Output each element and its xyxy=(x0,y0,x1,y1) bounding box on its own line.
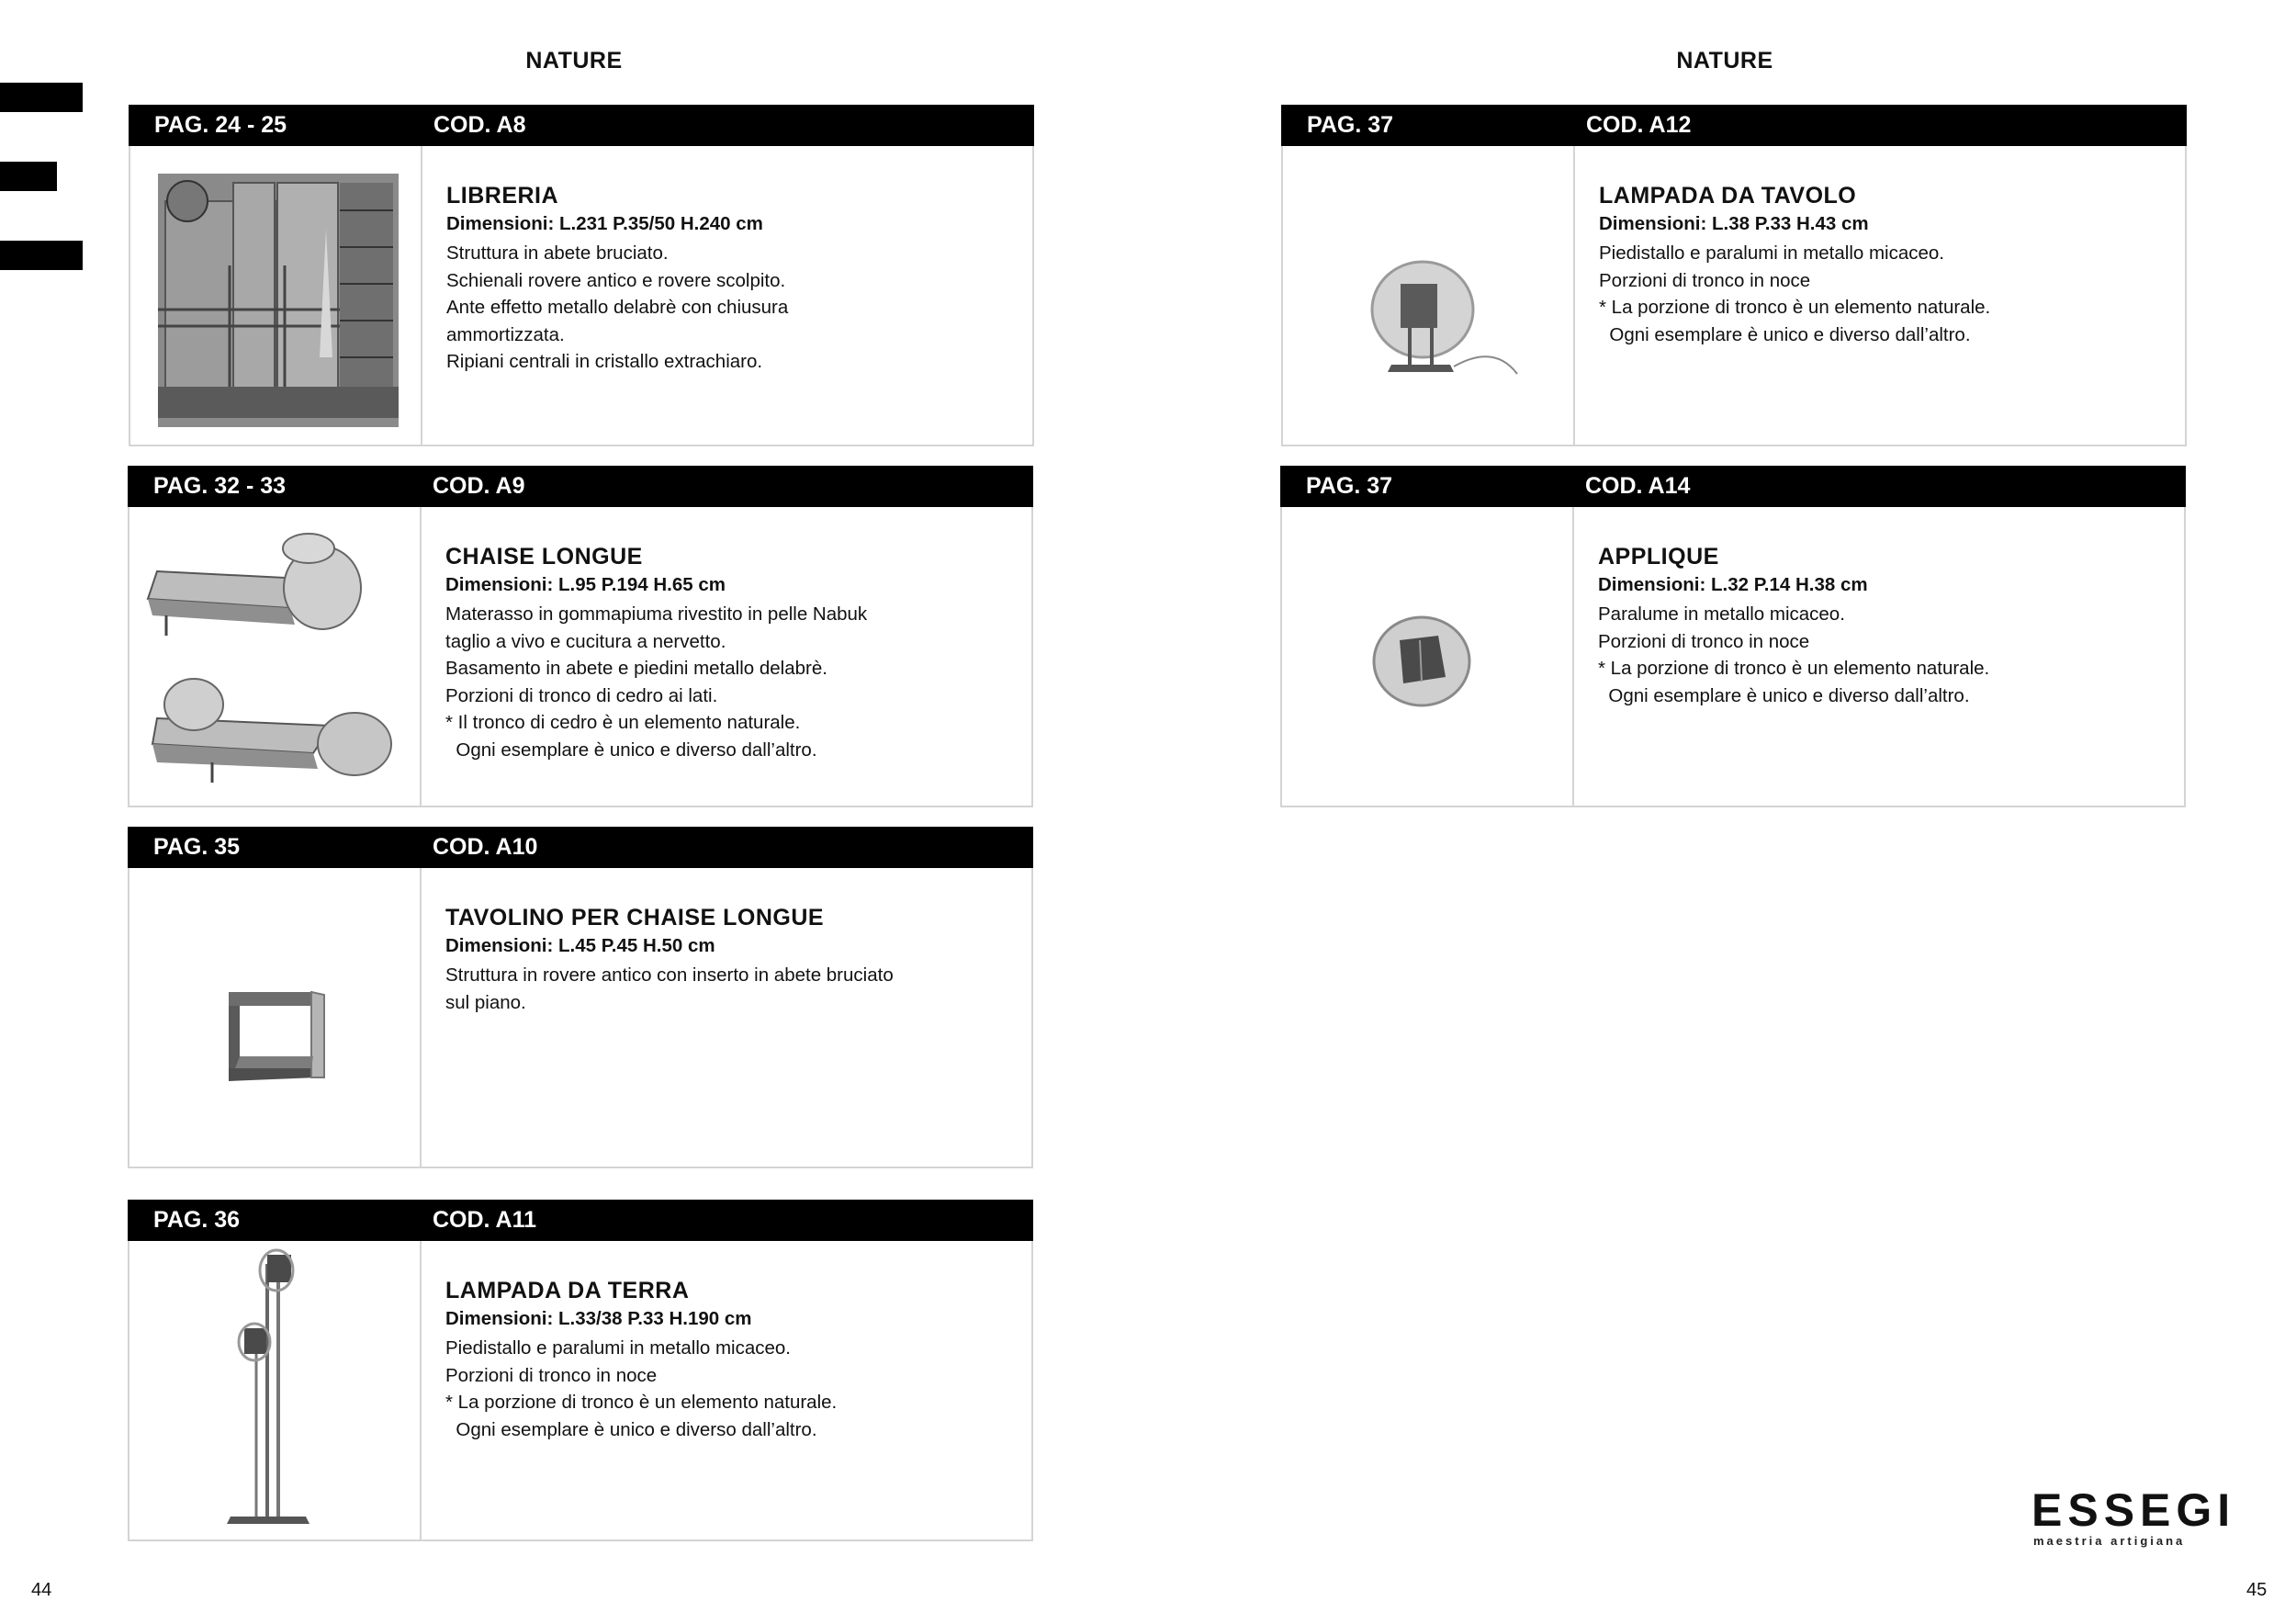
description-line: Ogni esemplare è unico e diverso dall’altro. xyxy=(445,1418,817,1440)
description-line: Porzioni di tronco in noce xyxy=(1599,269,1811,291)
product-dimensions: Dimensioni: L.33/38 P.33 H.190 cm xyxy=(445,1308,752,1329)
card-header xyxy=(128,466,1033,507)
description-line: Piedistallo e paralumi in metallo micaceo. xyxy=(445,1337,792,1359)
description-line: Ogni esemplare è unico e diverso dall’altro. xyxy=(445,739,817,761)
card-text xyxy=(446,183,1016,376)
product-card-a12 xyxy=(1281,105,2187,446)
product-name: CHAISE LONGUE xyxy=(445,544,643,570)
product-dimensions: Dimensioni: L.95 P.194 H.65 cm xyxy=(445,574,726,595)
card-header xyxy=(1281,105,2187,146)
card-text xyxy=(1599,183,2168,348)
description-line: Basamento in abete e piedini metallo delabrè. xyxy=(445,658,827,679)
description-line: ammortizzata. xyxy=(446,323,565,345)
card-text xyxy=(1598,544,2167,709)
card-body xyxy=(129,146,1034,446)
description-line: Piedistallo e paralumi in metallo micaceo. xyxy=(1599,242,1945,264)
page-reference: PAG. 32 - 33 xyxy=(153,473,287,499)
card-header xyxy=(129,105,1034,146)
description-line: Porzioni di tronco di cedro ai lati. xyxy=(445,684,718,706)
product-card-a14 xyxy=(1280,466,2186,807)
left-page-number: 44 xyxy=(31,1580,52,1600)
index-tab xyxy=(0,241,83,270)
description-line: * La porzione di tronco è un elemento naturale. xyxy=(445,1392,838,1413)
card-body xyxy=(128,507,1033,807)
product-code: COD. A10 xyxy=(433,834,538,860)
product-dimensions: Dimensioni: L.45 P.45 H.50 cm xyxy=(445,935,715,956)
product-code: COD. A8 xyxy=(433,112,526,138)
description-line: Ogni esemplare è unico e diverso dall’altro. xyxy=(1598,684,1970,706)
left-section-title: NATURE xyxy=(525,48,623,73)
product-dimensions: Dimensioni: L.38 P.33 H.43 cm xyxy=(1599,213,1869,234)
description-line: Ante effetto metallo delabrè con chiusura xyxy=(446,297,789,318)
right-page-number: 45 xyxy=(2246,1580,2268,1600)
description-line: * La porzione di tronco è un elemento naturale. xyxy=(1598,658,1990,679)
card-header xyxy=(1280,466,2186,507)
card-text xyxy=(445,544,1015,763)
product-image-chaise-longue xyxy=(129,507,422,806)
essegi-logo xyxy=(2032,1484,2236,1548)
product-card-a8 xyxy=(129,105,1034,446)
description-line: sul piano. xyxy=(445,991,526,1013)
description-line: Materasso in gommapiuma rivestito in pelle Nabuk xyxy=(445,603,868,625)
page-reference: PAG. 35 xyxy=(153,834,241,860)
product-image-table-lamp xyxy=(1283,146,1575,445)
description-line: Porzioni di tronco in noce xyxy=(1598,630,1810,652)
product-image-floor-lamp xyxy=(129,1241,422,1539)
index-tab xyxy=(0,83,83,112)
product-dimensions: Dimensioni: L.32 P.14 H.38 cm xyxy=(1598,574,1868,595)
card-body xyxy=(1281,146,2187,446)
card-body xyxy=(128,1241,1033,1541)
description-line: Paralume in metallo micaceo. xyxy=(1598,603,1845,625)
product-card-a11 xyxy=(128,1200,1033,1541)
product-card-a9 xyxy=(128,466,1033,807)
right-section-title: NATURE xyxy=(1676,48,1773,73)
card-body xyxy=(128,868,1033,1168)
card-header xyxy=(128,827,1033,868)
description-line: Struttura in abete bruciato. xyxy=(446,242,669,264)
page-reference: PAG. 36 xyxy=(153,1207,241,1233)
product-name: LAMPADA DA TERRA xyxy=(445,1278,690,1303)
description-line: * La porzione di tronco è un elemento naturale. xyxy=(1599,297,1991,318)
product-image-wall-lamp xyxy=(1282,507,1574,806)
description-line: Porzioni di tronco in noce xyxy=(445,1364,658,1386)
description-line: Struttura in rovere antico con inserto in abete bruciato xyxy=(445,964,894,986)
description-line: Ogni esemplare è unico e diverso dall’altro. xyxy=(1599,323,1971,345)
product-code: COD. A12 xyxy=(1586,112,1692,138)
product-image-side-table xyxy=(129,868,422,1167)
description-line: Schienali rovere antico e rovere scolpito. xyxy=(446,269,786,291)
description-line: taglio a vivo e cucitura a nervetto. xyxy=(445,630,726,652)
logo-wordmark: ESSEGI xyxy=(2032,1484,2236,1536)
product-image-bookcase xyxy=(130,146,422,445)
page-reference: PAG. 37 xyxy=(1307,112,1394,138)
card-text xyxy=(445,1278,1015,1443)
product-name: TAVOLINO PER CHAISE LONGUE xyxy=(445,905,825,930)
product-code: COD. A9 xyxy=(433,473,525,499)
product-name: LIBRERIA xyxy=(446,183,559,209)
logo-tagline: maestria artigiana xyxy=(2033,1534,2186,1548)
card-body xyxy=(1280,507,2186,807)
card-text xyxy=(445,905,1015,1016)
product-code: COD. A11 xyxy=(433,1207,537,1233)
product-dimensions: Dimensioni: L.231 P.35/50 H.240 cm xyxy=(446,213,763,234)
card-header xyxy=(128,1200,1033,1241)
description-line: Ripiani centrali in cristallo extrachiaro. xyxy=(446,351,763,372)
page-reference: PAG. 37 xyxy=(1306,473,1393,499)
product-name: LAMPADA DA TAVOLO xyxy=(1599,183,1857,209)
page-reference: PAG. 24 - 25 xyxy=(154,112,287,138)
product-name: APPLIQUE xyxy=(1598,544,1719,570)
index-tab xyxy=(0,162,57,191)
product-card-a10 xyxy=(128,827,1033,1168)
product-code: COD. A14 xyxy=(1585,473,1691,499)
description-line: * Il tronco di cedro è un elemento naturale. xyxy=(445,712,801,733)
